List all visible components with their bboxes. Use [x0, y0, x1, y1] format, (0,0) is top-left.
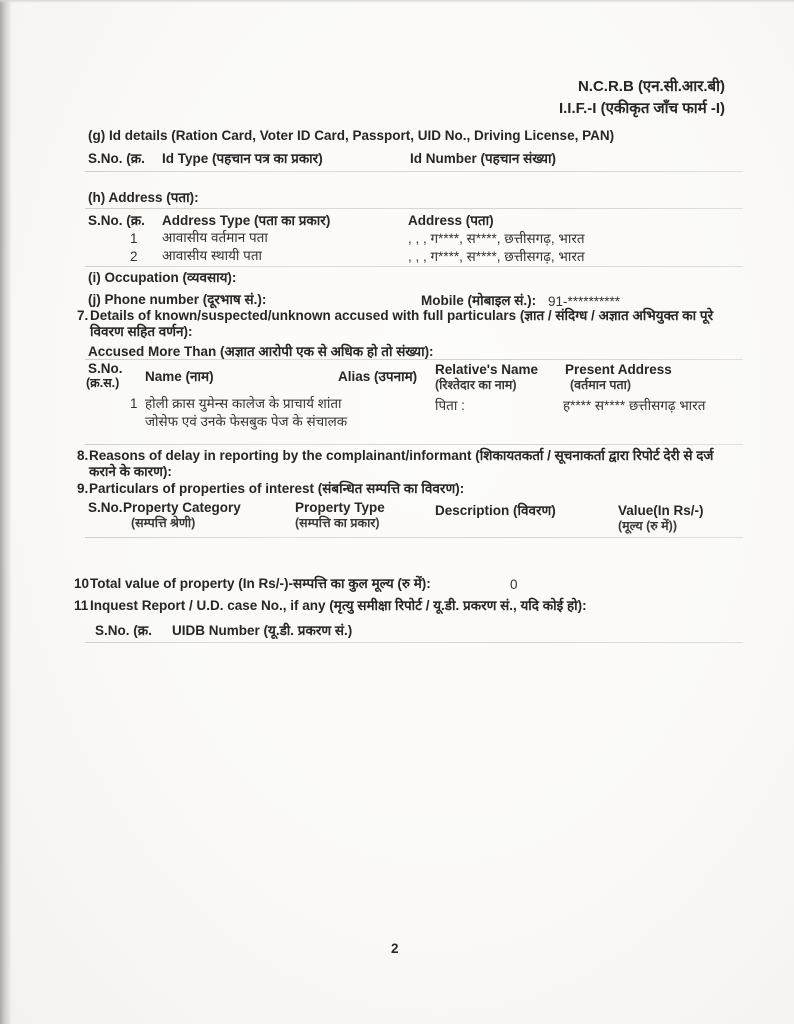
scan-top-shadow — [0, 0, 794, 3]
divider — [85, 537, 743, 538]
accused-col-relative-l1: Relative's Name — [435, 362, 539, 377]
section-11-title: Inquest Report / U.D. case No., if any (मृत्यु समीक्षा रिपोर्ट / यू.डी. प्रकरण सं., यदि कोई हो): — [90, 598, 587, 613]
section-7-title: Details of known/suspected/unknown accused with full particulars (ज्ञात / संदिग्ध / अज्ञात अभियुक्त का पूरे विवरण सहित वर्णन): — [90, 308, 714, 340]
scan-edge-shadow — [0, 0, 12, 1024]
prop-col-type-l1: Property Type — [295, 500, 385, 515]
prop-col-type-l2: (सम्पत्ति का प्रकार) — [295, 516, 380, 530]
accused-col-sno-l2: (क्र.स.) — [86, 376, 120, 390]
accused-row-present-address: ह**** स**** छत्तीसगढ़ भारत — [563, 398, 706, 413]
addrtable-col-sno: S.No. (क्र. — [88, 213, 145, 228]
addrtable-col-type: Address Type (पता का प्रकार) — [162, 213, 331, 228]
section-8-number: 8. — [77, 448, 89, 463]
section-8-title: Reasons of delay in reporting by the complainant/informant (शिकायतकर्ता / सूचनाकर्ता द्वारा रिपोर्ट देरी से दर्ज कराने के कारण): — [89, 448, 714, 480]
divider — [85, 266, 743, 267]
accused-col-sno-l1: S.No. — [88, 361, 123, 376]
uidb-col-sno: S.No. (क्र. — [95, 623, 152, 638]
accused-row-sno: 1 — [130, 396, 138, 411]
address-row-sno: 2 — [130, 249, 138, 264]
accused-col-alias: Alias (उपनाम) — [338, 369, 418, 384]
section-j-title: (j) Phone number (दूरभाष सं.): — [88, 292, 267, 307]
address-row-value: , , , ग****, स****, छत्तीसगढ़, भारत — [408, 231, 585, 246]
divider — [85, 359, 743, 360]
address-row-value: , , , ग****, स****, छत्तीसगढ़, भारत — [408, 249, 585, 264]
divider — [85, 642, 743, 643]
prop-col-category-l1: Property Category — [123, 500, 241, 515]
accused-row-relative: पिता : — [435, 398, 465, 413]
section-7-number: 7. — [77, 308, 89, 323]
mobile-label: Mobile (मोबाइल सं.): — [421, 293, 537, 308]
divider — [85, 444, 743, 445]
section-g-title: (g) Id details (Ration Card, Voter ID Card, Passport, UID No., Driving License, PAN) — [88, 128, 615, 143]
idtable-col-idtype: Id Type (पहचान पत्र का प्रकार) — [162, 151, 323, 166]
prop-col-sno: S.No. — [88, 500, 123, 515]
section-11-number: 11 — [74, 598, 89, 613]
divider — [85, 171, 743, 172]
idtable-col-sno: S.No. (क्र. — [88, 151, 145, 166]
prop-col-category-l2: (सम्पत्ति श्रेणी) — [131, 516, 196, 530]
address-row-type: आवासीय वर्तमान पता — [162, 230, 268, 245]
mobile-value: 91-********** — [548, 294, 621, 309]
divider — [85, 208, 743, 209]
section-10-title: Total value of property (In Rs/-)-सम्पत्ति का कुल मूल्य (रु में): — [90, 576, 431, 591]
accused-more-than-label: Accused More Than (अज्ञात आरोपी एक से अधिक हो तो संख्या): — [88, 344, 434, 359]
section-9-number: 9. — [77, 481, 89, 496]
accused-col-name: Name (नाम) — [145, 369, 214, 384]
section-i-title: (i) Occupation (व्यवसाय): — [88, 270, 237, 285]
prop-col-value-l2: (मूल्य (रु में)) — [618, 519, 677, 533]
header-iif: I.I.F.-I (एकीकृत जाँच फार्म -I) — [558, 100, 725, 117]
uidb-col-number: UIDB Number (यू.डी. प्रकरण सं.) — [172, 623, 353, 638]
section-10-number: 10 — [74, 576, 90, 591]
accused-row-name: होली क्रास युमेन्स कालेज के प्राचार्य शांता जोसेफ एवं उनके फेसबुक पेज के संचालक — [145, 396, 348, 430]
form-header — [559, 76, 725, 120]
prop-col-description: Description (विवरण) — [435, 503, 556, 518]
total-value: 0 — [510, 577, 518, 592]
prop-col-value-l1: Value(In Rs/-) — [618, 503, 704, 518]
section-h-title: (h) Address (पता): — [88, 190, 199, 205]
addrtable-col-address: Address (पता) — [408, 213, 494, 228]
address-row-sno: 1 — [130, 231, 138, 246]
accused-col-present-l2: (वर्तमान पता) — [570, 378, 631, 392]
accused-col-relative-l2: (रिश्तेदार का नाम) — [435, 378, 517, 392]
idtable-col-idnumber: Id Number (पहचान संख्या) — [410, 151, 556, 166]
address-row-type: आवासीय स्थायी पता — [162, 248, 263, 263]
accused-col-present-l1: Present Address — [565, 362, 672, 377]
page-number: 2 — [391, 941, 399, 956]
header-ncrb: N.C.R.B (एन.सी.आर.बी) — [577, 78, 725, 95]
section-9-title: Particulars of properties of interest (संबन्धित सम्पत्ति का विवरण): — [89, 481, 465, 496]
